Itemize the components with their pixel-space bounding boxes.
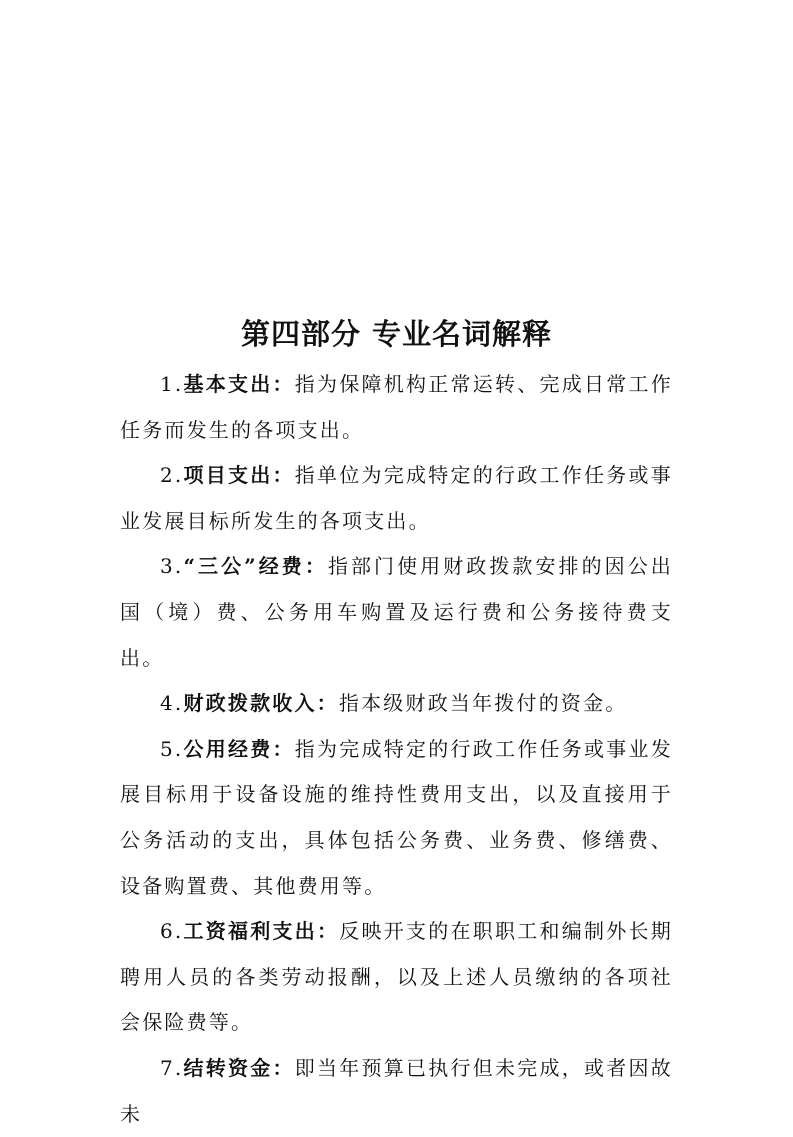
item-definition: 指为保障机构正常运转、完成日常工作任务而发生的各项支出。 <box>120 372 674 442</box>
item-term: 项目支出： <box>183 463 295 488</box>
item-definition: 指本级财政当年拨付的资金。 <box>338 691 628 716</box>
item-term: 财政拨款收入： <box>183 691 339 716</box>
item-number: 5. <box>160 736 184 761</box>
item-number: 7. <box>160 1055 184 1080</box>
item-term: “三公”经费： <box>183 554 328 579</box>
item-term: 工资福利支出： <box>183 919 340 944</box>
page-title: 第四部分 专业名词解释 <box>240 317 553 351</box>
glossary-item <box>120 681 673 727</box>
glossary-item <box>120 727 673 909</box>
glossary-body <box>120 362 673 1137</box>
item-definition: 反映开支的在职职工和编制外长期聘用人员的各类劳动报酬，以及上述人员缴纳的各项社会保险费等。 <box>120 919 674 1035</box>
item-number: 1. <box>160 372 184 396</box>
item-number: 6. <box>160 919 184 944</box>
item-term: 基本支出： <box>183 372 295 396</box>
glossary-item <box>120 909 673 1046</box>
glossary-item <box>120 544 673 681</box>
item-term: 公用经费： <box>183 736 295 761</box>
glossary-item <box>120 362 673 453</box>
item-definition: 指部门使用财政拨款安排的因公出国（境）费、公务用车购置及运行费和公务接待费支出。 <box>120 554 673 670</box>
item-number: 3. <box>160 554 184 579</box>
item-definition: 指单位为完成特定的行政工作任务或事业发展目标所发生的各项支出。 <box>120 463 674 533</box>
glossary-item <box>120 1046 673 1137</box>
item-definition: 指为完成特定的行政工作任务或事业发展目标用于设备设施的维持性费用支出，以及直接用于公务活动的支出，具体包括公务费、业务费、修缮费、设备购置费、其他费用等。 <box>120 736 674 898</box>
item-term: 结转资金： <box>183 1055 295 1080</box>
item-number: 4. <box>160 691 184 716</box>
glossary-item <box>120 453 673 544</box>
item-number: 2. <box>160 463 184 488</box>
item-definition: 即当年预算已执行但未完成，或者因故未 <box>120 1055 674 1126</box>
